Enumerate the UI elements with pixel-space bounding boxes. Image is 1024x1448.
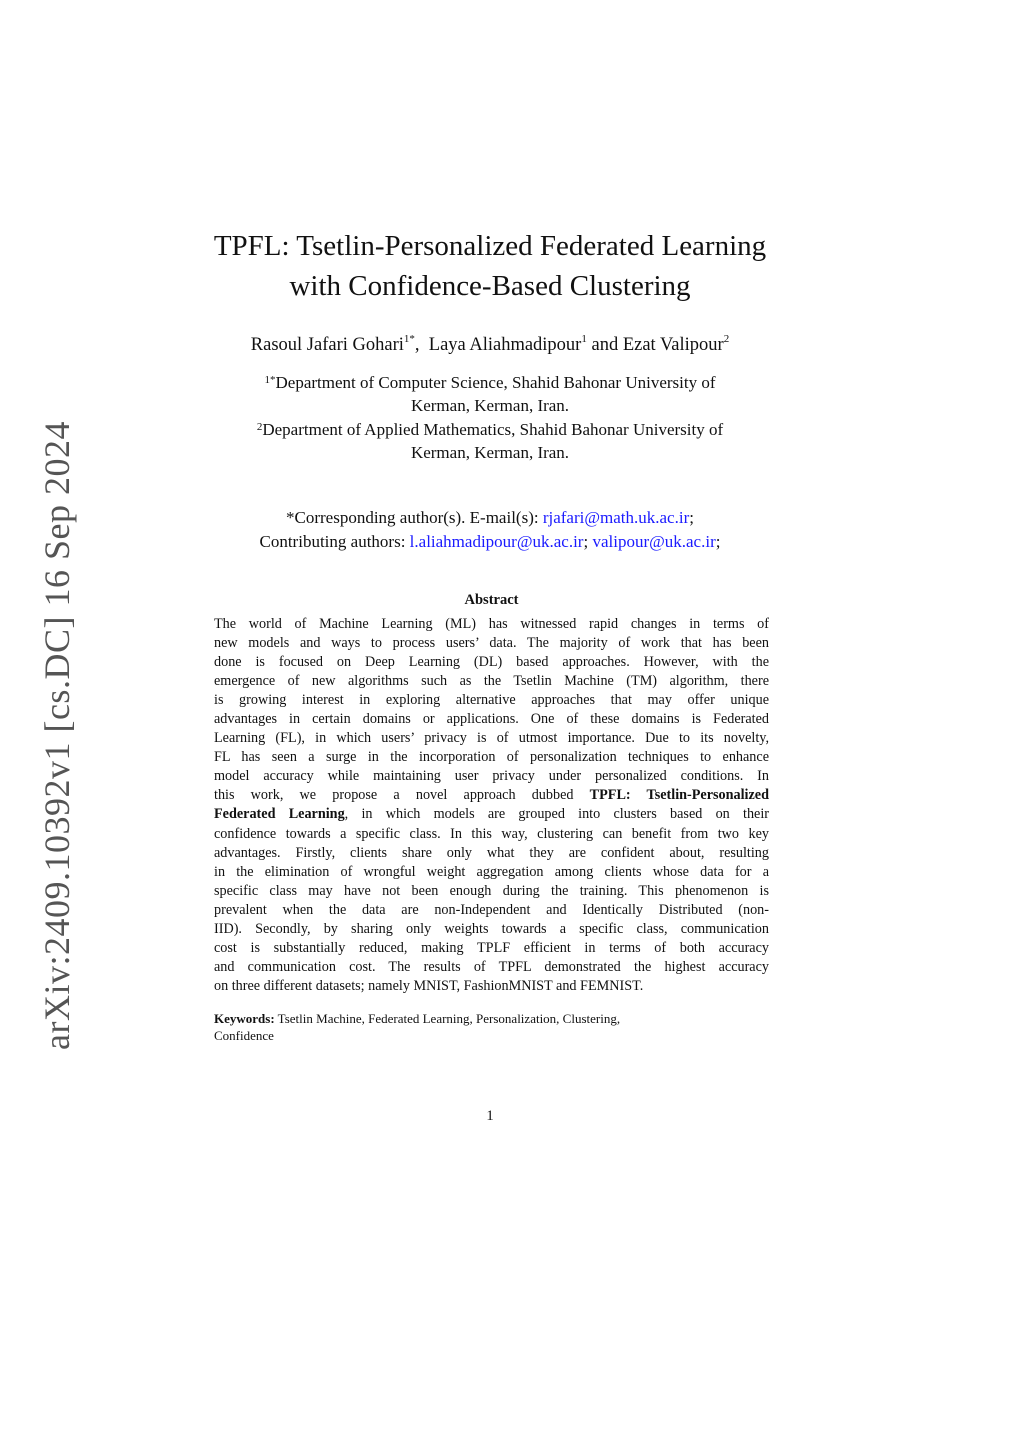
- author-separator: ,: [414, 335, 429, 355]
- abstract-line: emergence of new algorithms such as the Tsetlin Machine (TM) algorithm, there: [214, 673, 769, 690]
- affiliation-text: Kerman, Kerman, Iran.: [410, 443, 570, 462]
- abstract-line: on three different datasets; namely MNIST, FashionMNIST and FEMNIST.: [214, 977, 644, 994]
- paper-title: [150, 226, 830, 306]
- email-separator: ;: [715, 532, 721, 551]
- abstract-heading: Abstract: [464, 592, 519, 608]
- abstract-line: and communication cost. The results of TPFL demonstrated the highest accuracy: [214, 958, 769, 975]
- abstract-line: cost is substantially reduced, making TPLF efficient in terms of both accuracy: [214, 939, 769, 956]
- author-name: Ezat Valipour: [622, 335, 724, 355]
- contributing-email-link[interactable]: valipour@uk.ac.ir: [592, 532, 716, 551]
- abstract-line: Learning (FL), in which users’ privacy is of utmost importance. Due to its novelty,: [214, 730, 769, 747]
- contact-block: [150, 506, 830, 554]
- abstract-line: confidence towards a specific class. In this way, clustering can benefit from two key: [214, 825, 769, 842]
- keywords-label: Keywords:: [214, 1011, 275, 1026]
- contributing-email-link[interactable]: l.aliahmadipour@uk.ac.ir: [409, 532, 584, 551]
- author-affiliation-mark: 1: [581, 333, 587, 345]
- abstract-line: advantages in certain domains or applications. One of these domains is Federated: [214, 711, 769, 728]
- abstract-line: advantages. Firstly, clients share only what they are confident about, resulting: [214, 844, 769, 861]
- abstract-body: [214, 615, 769, 996]
- contributing-label: Contributing authors:: [259, 532, 410, 551]
- keywords-text: Tsetlin Machine, Federated Learning, Personalization, Clustering,: [274, 1011, 621, 1026]
- affiliation-text: Kerman, Kerman, Iran.: [410, 396, 570, 415]
- abstract-line: FL has seen a surge in the incorporation of personalization techniques to enhance: [214, 749, 769, 766]
- abstract-line: The world of Machine Learning (ML) has witnessed rapid changes in terms of: [214, 616, 769, 632]
- keywords-text: Confidence: [214, 1028, 274, 1043]
- abstract-text: , in which models are grouped into clusters based on their: [344, 806, 770, 823]
- abstract-line: new models and ways to process users’ data. The majority of work that has been: [214, 635, 769, 652]
- author-name: Laya Aliahmadipour: [428, 335, 582, 355]
- abstract-line: model accuracy while maintaining user privacy under personalized conditions. In: [214, 768, 769, 785]
- corresponding-label: *Corresponding author(s). E-mail(s):: [286, 508, 543, 527]
- affiliation-1: [190, 371, 790, 417]
- abstract-line: specific class may have not been enough during the training. This phenomenon is: [214, 882, 769, 899]
- arxiv-identifier: arXiv:2409.10392v1 [cs.DC] 16 Sep 2024: [37, 421, 77, 1050]
- abstract-line: is growing interest in exploring alternative approaches that may offer unique: [214, 692, 769, 709]
- abstract-text: this work, we propose a novel approach dubbed: [214, 787, 590, 804]
- author-name: Rasoul Jafari Gohari: [250, 335, 404, 355]
- abstract-line: [214, 805, 769, 824]
- affiliation-mark: 2: [256, 421, 263, 433]
- keywords-block: [214, 1010, 769, 1044]
- abstract-line: prevalent when the data are non-Independent and Identically Distributed (non-: [214, 901, 769, 918]
- email-separator: ;: [583, 532, 589, 551]
- title-line-2: with Confidence-Based Clustering: [289, 270, 691, 302]
- page-number: 1: [486, 1108, 494, 1124]
- title-line-1: TPFL: Tsetlin-Personalized Federated Learning: [213, 230, 767, 262]
- corresponding-email-link[interactable]: rjafari@math.uk.ac.ir: [542, 508, 690, 527]
- abstract-line: in the elimination of wrongful weight aggregation among clients whose data for a: [214, 863, 769, 880]
- affiliation-text: Department of Applied Mathematics, Shahid Bahonar University of: [262, 420, 724, 439]
- affiliation-2: [190, 418, 790, 464]
- abstract-line: done is focused on Deep Learning (DL) based approaches. However, with the: [214, 654, 769, 671]
- abstract-line: [214, 786, 769, 805]
- author-conjunction: and: [586, 335, 623, 355]
- author-list: [150, 335, 830, 356]
- affiliation-text: Department of Computer Science, Shahid Bahonar University of: [275, 373, 716, 392]
- method-name-bold: Federated Learning: [214, 806, 345, 823]
- email-separator: ;: [689, 508, 694, 527]
- author-affiliation-mark: 1*: [403, 333, 415, 345]
- method-name-bold: TPFL: Tsetlin-Personalized: [589, 787, 769, 804]
- author-affiliation-mark: 2: [723, 333, 730, 345]
- abstract-line: IID). Secondly, by sharing only weights towards a specific class, communication: [214, 920, 769, 937]
- affiliation-mark: 1*: [264, 374, 276, 386]
